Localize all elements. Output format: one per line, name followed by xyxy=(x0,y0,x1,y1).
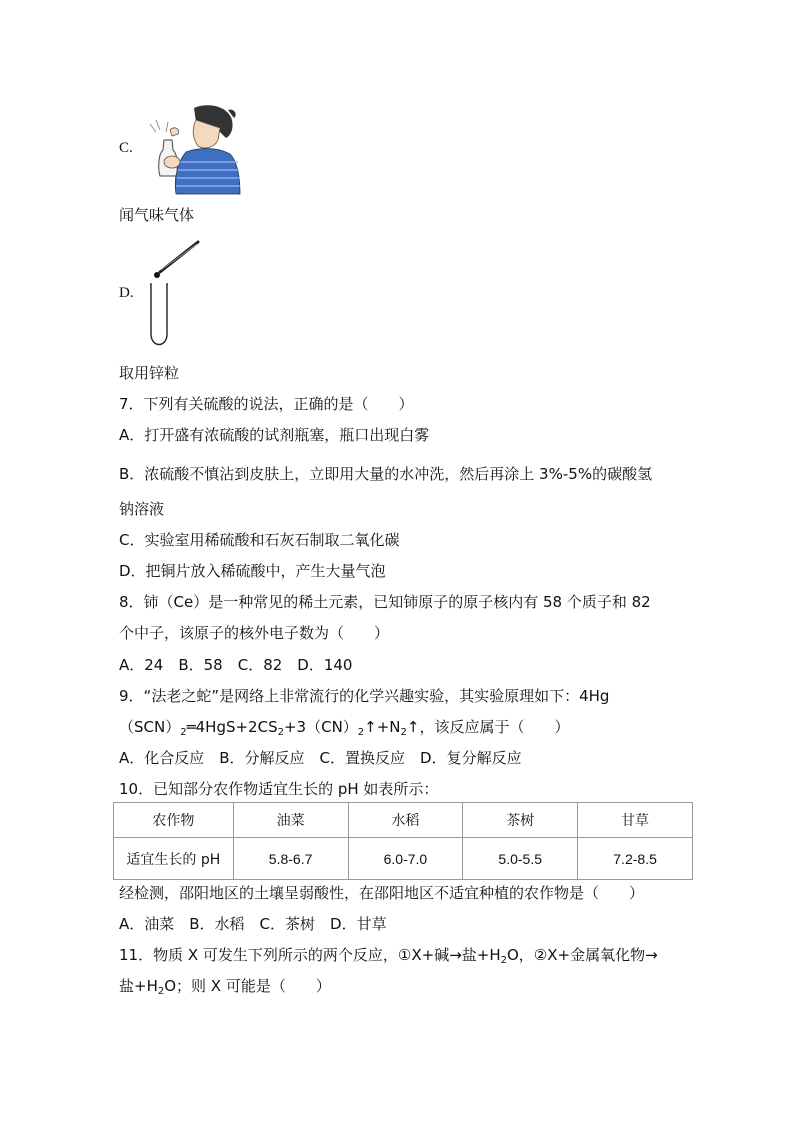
table-header-cell: 油菜 xyxy=(233,803,348,838)
smelling-gas-illustration xyxy=(146,100,242,196)
question-10-options: A．油菜 B．水稻 C．茶树 D．甘草 xyxy=(119,915,387,933)
question-8-stem-line2: 个中子，该原子的核外电子数为（ ） xyxy=(119,624,390,642)
question-10-stem-line2: 经检测，邵阳地区的土壤呈弱酸性，在邵阳地区不适宜种植的农作物是（ ） xyxy=(119,884,645,902)
table-cell: 5.8-6.7 xyxy=(233,838,348,880)
table-header-cell: 水稻 xyxy=(348,803,463,838)
table-header-cell: 甘草 xyxy=(578,803,693,838)
option-c-caption: 闻气味气体 xyxy=(119,206,195,224)
test-tube-zinc-illustration xyxy=(146,238,206,350)
question-7-option-d: D．把铜片放入稀硫酸中，产生大量气泡 xyxy=(119,562,386,580)
question-11-stem-line2: 盐$+H_2O$；则 X 可能是（ ） xyxy=(119,977,331,997)
option-c-label: C. xyxy=(119,140,133,156)
table-header-cell: 茶树 xyxy=(463,803,578,838)
table-cell: 适宜生长的 pH xyxy=(114,838,234,880)
ph-table xyxy=(113,802,693,880)
option-d-label: D. xyxy=(119,285,134,301)
question-10-stem: 10．已知部分农作物适宜生长的 pH 如表所示： xyxy=(119,780,439,798)
table-cell: 5.0-5.5 xyxy=(463,838,578,880)
question-7-option-a: A．打开盛有浓硫酸的试剂瓶塞，瓶口出现白雾 xyxy=(119,426,430,444)
question-7-option-b-line1: B．浓硫酸不慎沾到皮肤上，立即用大量的水冲洗，然后再涂上 3%-5%的碳酸氢 xyxy=(119,465,653,483)
table-row xyxy=(114,838,693,880)
question-11-stem-line1: 11．物质 X 可发生下列所示的两个反应，①X+碱→盐$+H_2O$，②X+金属氧化物→ xyxy=(119,946,658,966)
question-7-option-c: C．实验室用稀硫酸和石灰石制取二氧化碳 xyxy=(119,531,400,549)
question-7-option-b-line2: 钠溶液 xyxy=(119,500,165,518)
option-d-caption: 取用锌粒 xyxy=(119,364,180,382)
question-7-stem: 7．下列有关硫酸的说法，正确的是（ ） xyxy=(119,395,414,413)
question-9-stem-line1: 9．“法老之蛇”是网络上非常流行的化学兴趣实验，其实验原理如下：4Hg xyxy=(119,687,610,705)
question-8-stem-line1: 8．铈（Ce）是一种常见的稀土元素，已知铈原子的原子核内有 58 个质子和 82 xyxy=(119,593,651,611)
question-9-stem-line2: $(SCN)_2═4HgS+2CS_2+3(CN)_2↑+N_2↑$，该反应属于（ ） xyxy=(119,718,570,738)
table-header-cell: 农作物 xyxy=(114,803,234,838)
question-8-options: A．24 B．58 C．82 D．140 xyxy=(119,656,353,674)
question-9-options: A．化合反应 B．分解反应 C．置换反应 D．复分解反应 xyxy=(119,749,522,767)
table-cell: 7.2-8.5 xyxy=(578,838,693,880)
table-cell: 6.0-7.0 xyxy=(348,838,463,880)
table-header-row xyxy=(114,803,693,838)
